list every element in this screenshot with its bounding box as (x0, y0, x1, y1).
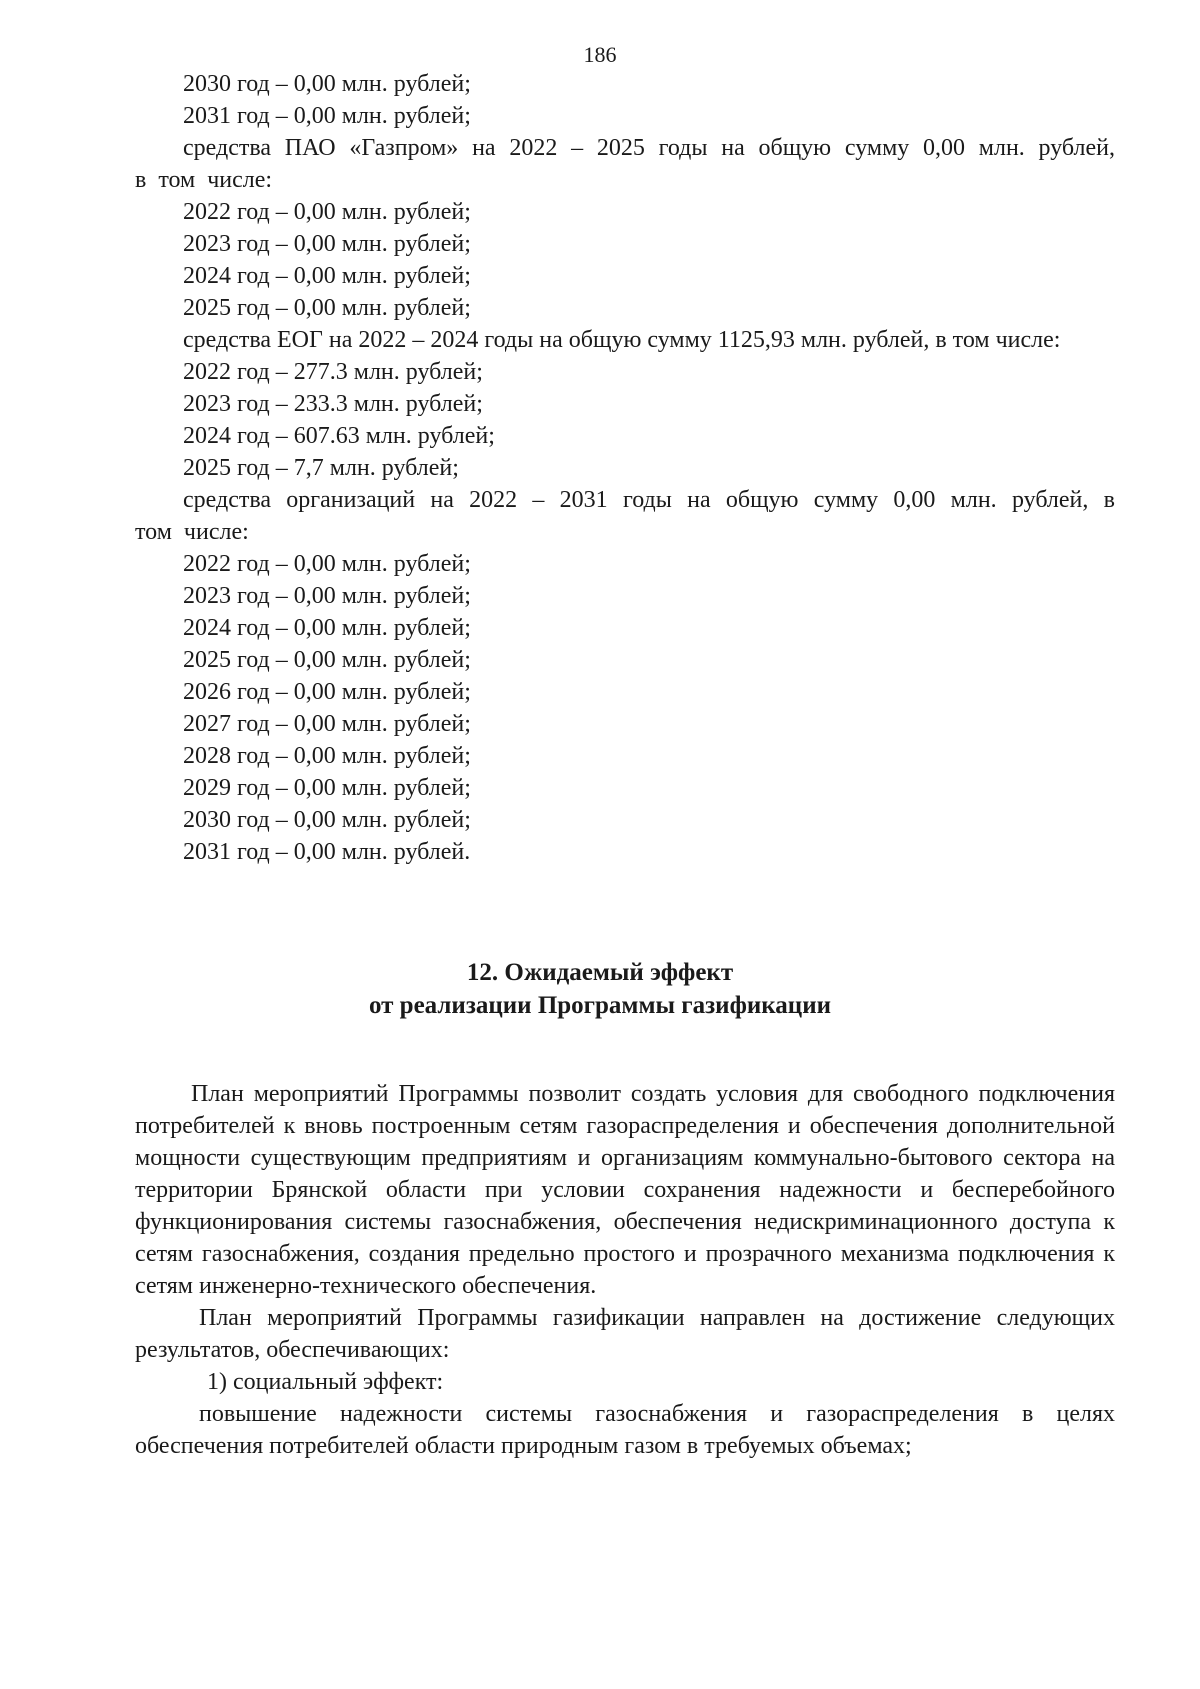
financing-line: 2022 год – 277.3 млн. рублей; (183, 359, 483, 385)
section-heading-line-2: от реализации Программы газификации (368, 992, 832, 1019)
financing-list (135, 68, 1115, 868)
effect-list-item: 1) социальный эффект: (207, 1369, 444, 1395)
financing-line: 2022 год – 0,00 млн. рублей; (183, 199, 471, 225)
financing-source-paragraph: средства ПАО «Газпром» на 2022 – 2025 годы на общую сумму 0,00 млн. рублей, в том числе: (135, 135, 1115, 193)
effect-paragraph: повышение надежности системы газоснабжения и газораспределения в целях обеспечения потребителей области природным газом в требуемых объемах; (135, 1401, 1115, 1459)
financing-line: 2030 год – 0,00 млн. рублей; (183, 71, 471, 97)
financing-line: 2023 год – 233.3 млн. рублей; (183, 391, 483, 417)
financing-line: 2029 год – 0,00 млн. рублей; (183, 775, 471, 801)
financing-line: 2026 год – 0,00 млн. рублей; (183, 679, 471, 705)
financing-line: 2027 год – 0,00 млн. рублей; (183, 711, 471, 737)
effect-paragraph: План мероприятий Программы газификации направлен на достижение следующих результатов, обеспечивающих: (135, 1305, 1115, 1363)
financing-line: 2024 год – 607.63 млн. рублей; (183, 423, 495, 449)
financing-line: 2031 год – 0,00 млн. рублей; (183, 103, 471, 129)
financing-source-paragraph: средства ЕОГ на 2022 – 2024 годы на общую сумму 1125,93 млн. рублей, в том числе: (183, 327, 1061, 353)
financing-line: 2024 год – 0,00 млн. рублей; (183, 615, 471, 641)
financing-line: 2025 год – 0,00 млн. рублей; (183, 295, 471, 321)
financing-line: 2024 год – 0,00 млн. рублей; (183, 263, 471, 289)
financing-line: 2023 год – 0,00 млн. рублей; (183, 583, 471, 609)
financing-line: 2025 год – 0,00 млн. рублей; (183, 647, 471, 673)
financing-line: 2025 год – 7,7 млн. рублей; (183, 455, 459, 481)
expected-effect-body (135, 1078, 1115, 1462)
financing-source-paragraph: средства организаций на 2022 – 2031 годы на общую сумму 0,00 млн. рублей, в том числе: (135, 487, 1115, 545)
page-number: 186 (583, 42, 617, 67)
section-heading-line-1: 12. Ожидаемый эффект (466, 959, 734, 986)
financing-line: 2028 год – 0,00 млн. рублей; (183, 743, 471, 769)
financing-line: 2030 год – 0,00 млн. рублей; (183, 807, 471, 833)
financing-line: 2023 год – 0,00 млн. рублей; (183, 231, 471, 257)
effect-paragraph: План мероприятий Программы позволит создать условия для свободного подключения потребителей к вновь построенным сетям газораспределения и обеспечения дополнительной мощности существующим предприятиям и организациям коммунально-бытового сектора на территории Брянской области при условии сохранения надежности и бесперебойного функционирования системы газоснабжения, обеспечения недискриминационного доступа к сетям газоснабжения, создания предельно простого и прозрачного механизма подключения к сетям инженерно-технического обеспечения. (135, 1081, 1115, 1299)
financing-line: 2022 год – 0,00 млн. рублей; (183, 551, 471, 577)
financing-line: 2031 год – 0,00 млн. рублей. (183, 839, 471, 865)
section-heading (0, 956, 1200, 1022)
